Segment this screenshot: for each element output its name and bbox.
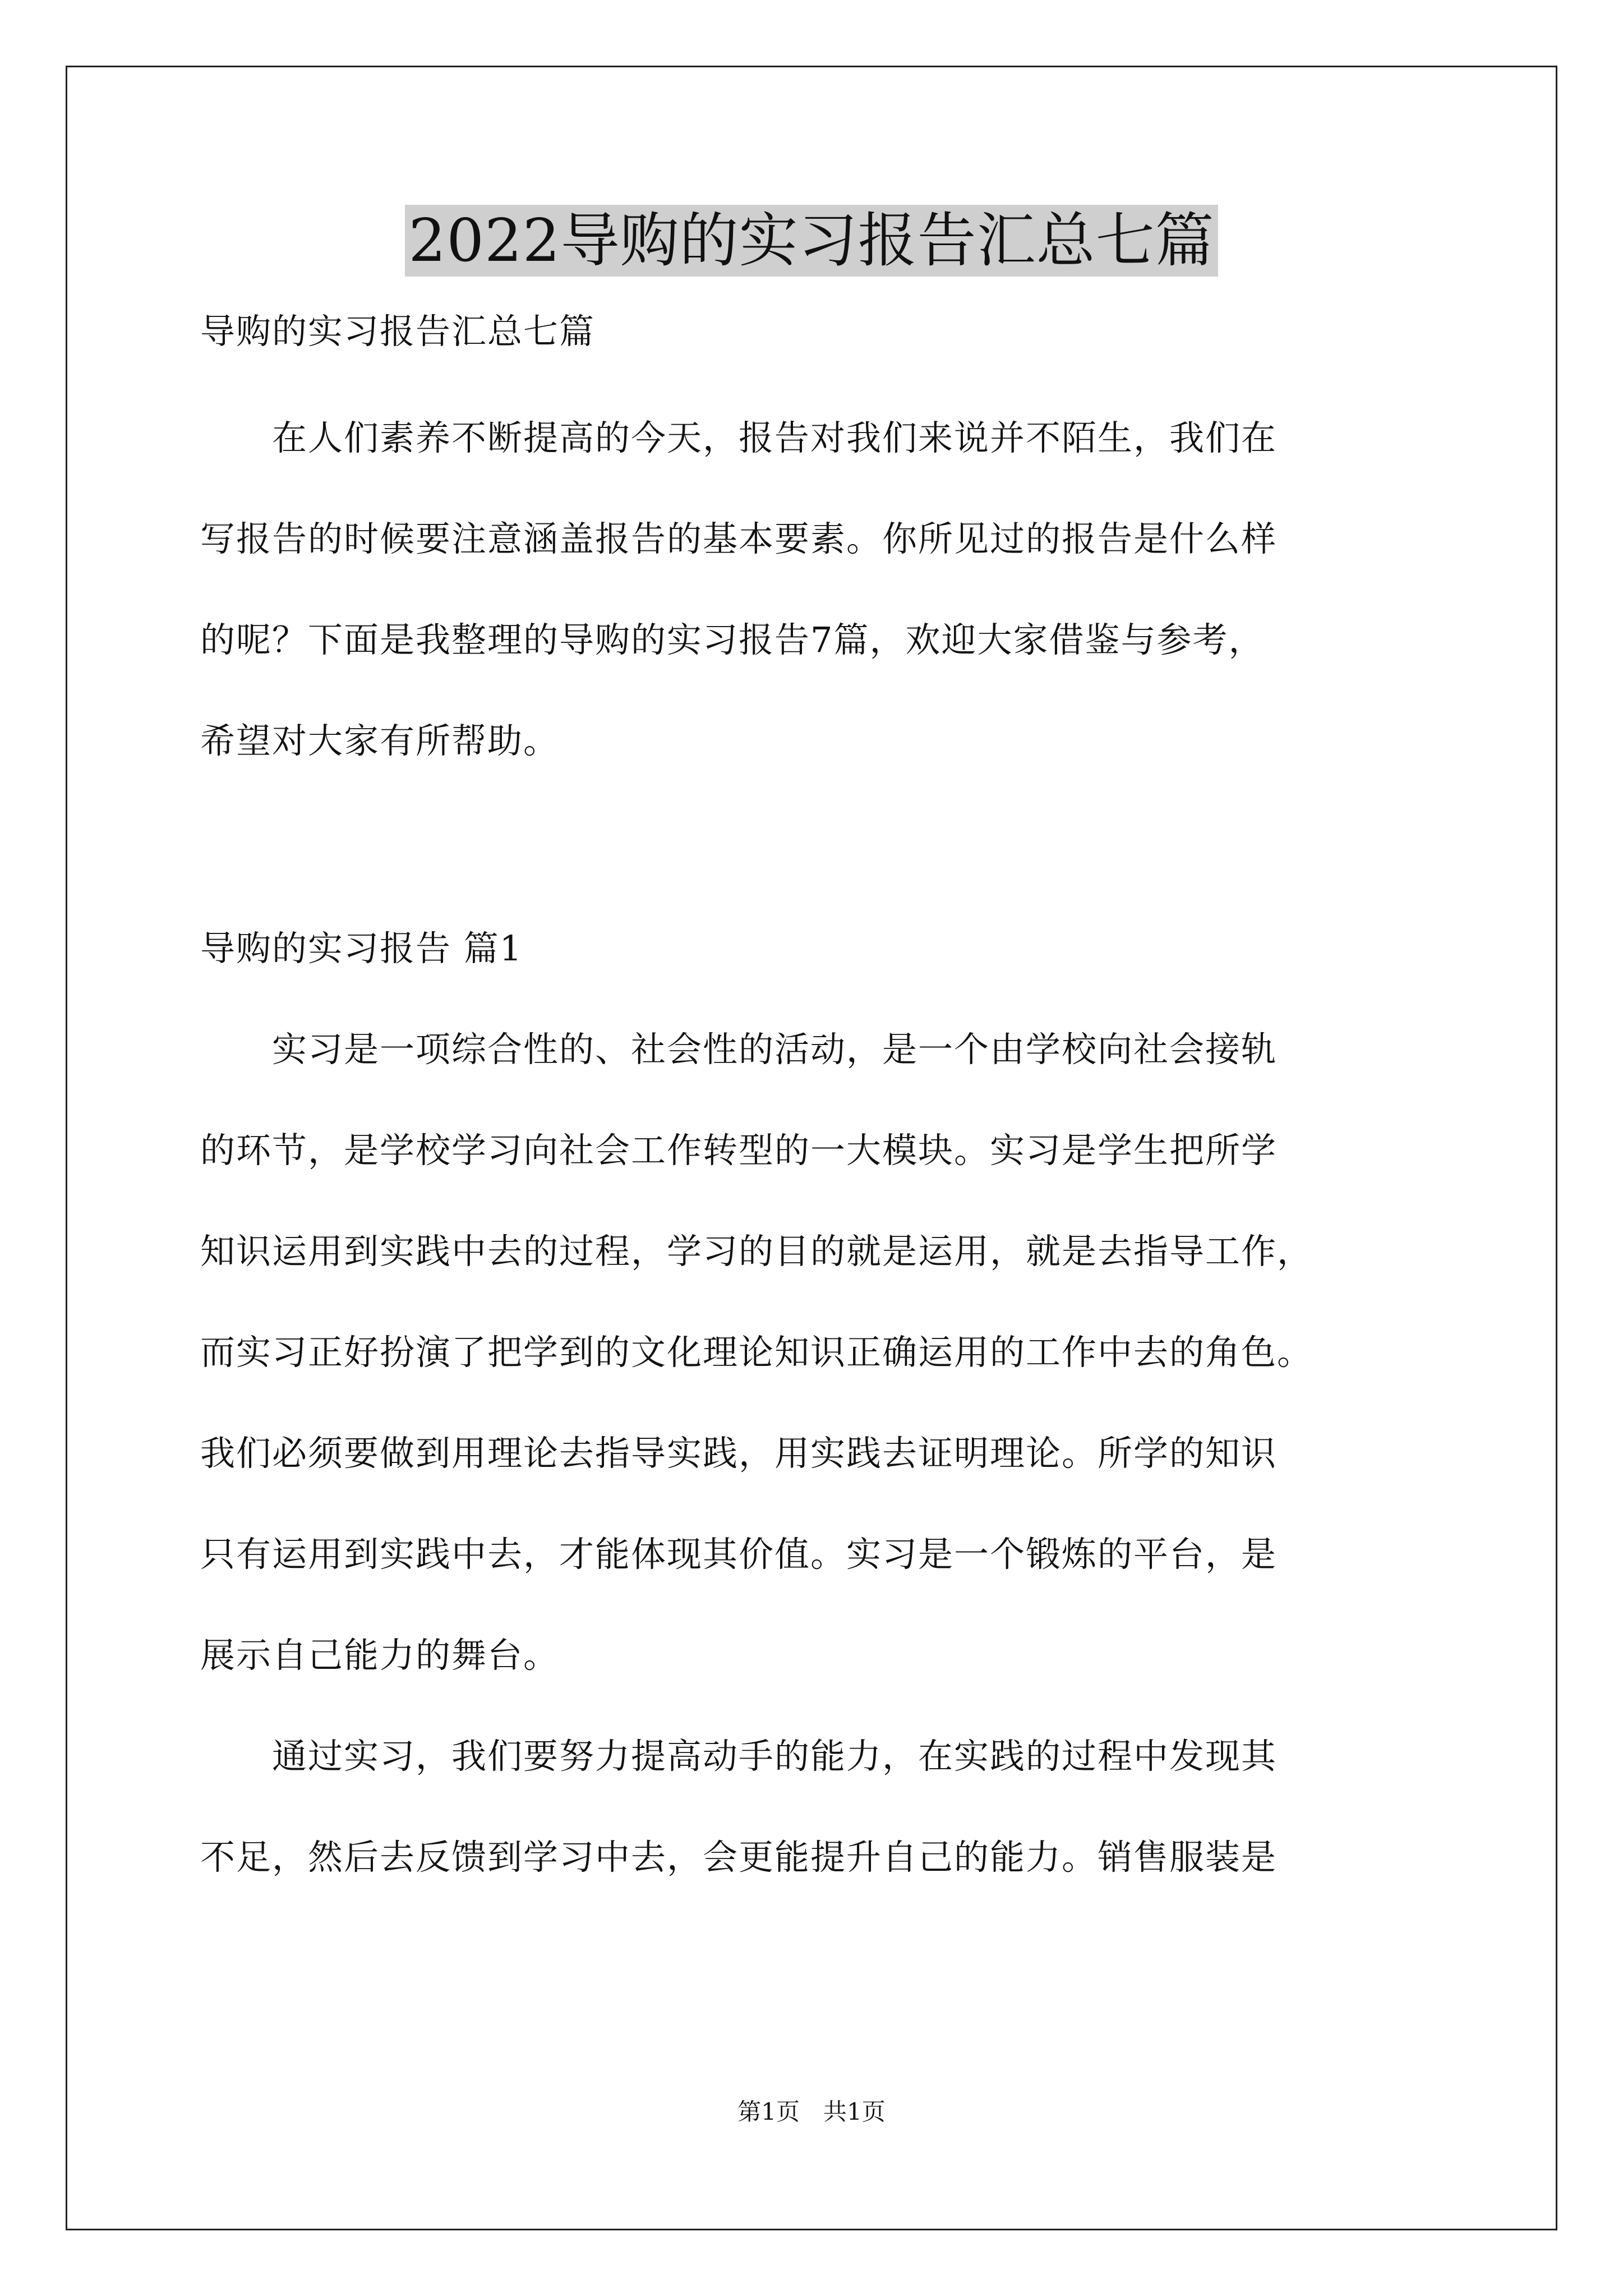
document-body [200,306,1434,1932]
paragraph-line: 展示自己能力的舞台。 [200,1635,560,1676]
title-container [0,205,1623,277]
document-title: 2022导购的实习报告汇总七篇 [405,205,1218,277]
intro-line: 希望对大家有所帮助。 [200,720,560,761]
paragraph-line: 只有运用到实践中去，才能体现其价值。实习是一个锻炼的平台，是 [200,1534,1278,1575]
intro-line: 写报告的时候要注意涵盖报告的基本要素。你所见过的报告是什么样 [200,518,1278,559]
section-heading: 导购的实习报告 篇1 [200,928,523,969]
paragraph-line: 知识运用到实践中去的过程，学习的目的就是运用，就是去指导工作， [200,1231,1313,1272]
intro-line: 的呢？下面是我整理的导购的实习报告7篇，欢迎大家借鉴与参考， [200,619,1265,660]
paragraph-line: 的环节，是学校学习向社会工作转型的一大模块。实习是学生把所学 [200,1130,1278,1171]
intro-line: 在人们素养不断提高的今天，报告对我们来说并不陌生，我们在 [200,417,1278,458]
paragraph-line: 不足，然后去反馈到学习中去，会更能提升自己的能力。销售服装是 [200,1837,1278,1878]
document-subtitle: 导购的实习报告汇总七篇 [200,311,596,352]
page-footer: 第1页 共1页 [737,2098,886,2125]
spacer [200,816,1434,923]
paragraph-line: 实习是一项综合性的、社会性的活动，是一个由学校向社会接轨 [200,1029,1278,1070]
paragraph-line: 而实习正好扮演了把学到的文化理论知识正确运用的工作中去的角色。 [200,1332,1313,1373]
paragraph-line: 通过实习，我们要努力提高动手的能力，在实践的过程中发现其 [200,1736,1278,1777]
paragraph-line: 我们必须要做到用理论去指导实践，用实践去证明理论。所学的知识 [200,1433,1278,1474]
